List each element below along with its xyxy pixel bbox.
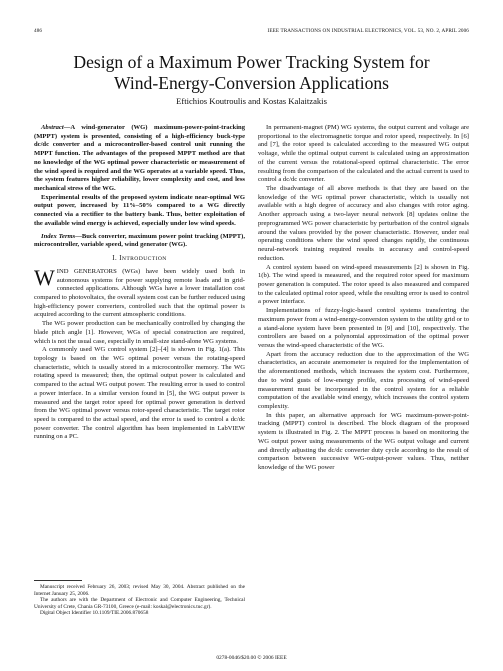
section-title-rest: NTRODUCTION [121, 256, 167, 263]
right-paragraph-3: A control system based on wind-speed measurements [2] is shown in Fig. 1(b). The wind speed is measured, and the required rotor speed for maximum power generation is computed. The rotor speed is also measured and compared to the calculated optimal rotor speed, while the resulting error is used to control a power interface. [258, 263, 469, 306]
page-number: 486 [34, 28, 43, 34]
copyright-line: 0278-0046/$20.00 © 2006 IEEE [216, 655, 287, 661]
right-paragraph-2: The disadvantage of all above methods is that they are based on the knowledge of the WG optimal power characteristic, which is usually not available with a high degree of accuracy and also changes with rotor aging. Another approach using a two-layer neural network [8] updates online the preprogrammed WG power characteristic by perturbation of the control signals around the values provided by the power characteristic. However, under real operating conditions where the wind speed changes rapidly, the continuous neural-network training required results in accuracy and control-speed reduction. [258, 185, 469, 262]
index-terms-text: —Buck converter, maximum power point tracking (MPPT), microcontroller, variable speed, wind generator (WG). [34, 232, 245, 249]
title-line-1: Design of a Maximum Power Tracking System for [73, 52, 430, 72]
footnote-doi: Digital Object Identifier 10.1109/TIE.2006.870658 [40, 610, 149, 617]
journal-name: IEEE TRANSACTIONS ON INDUSTRIAL ELECTRONICS, VOL. 53, NO. 2, APRIL 2006 [267, 28, 469, 34]
left-column [34, 124, 245, 442]
title-line-2: Wind-Energy-Conversion Applications [113, 73, 390, 93]
footnote [34, 580, 245, 617]
intro-paragraph-1 [34, 264, 245, 320]
paper-title [34, 52, 469, 94]
drop-cap: W [34, 264, 55, 290]
footnote-affiliation: The authors are with the Department of Electronic and Computer Engineering, Technical University of Crete, Chania GR-73100, Greece (e-mail: koskal@electronics.tuc.gr). [34, 597, 245, 610]
index-terms-paragraph [34, 233, 245, 250]
intro-paragraph-3: A commonly used WG control system [2]–[4] is shown in Fig. 1(a). This topology is based on the WG optimal power versus the rotating-speed characteristic, which is usually stored in a microcontroller memory. The WG rotating speed is measured; then, the optimal output power is calculated and compared to the actual WG output power. The resulting error is used to control a power interface. In a similar version found in [5], the WG output power is measured and the target rotor speed for optimal power generation is derived from the WG optimal power versus rotor-speed characteristic. The target rotor speed is compared to the actual speed, and the error is used to control a dc/dc power converter. The control algorithm has been implemented in LabVIEW running on a PC. [34, 346, 245, 441]
abstract-text: —A wind-generator (WG) maximum-power-point-tracking (MPPT) system is presented, consisting of a high-efficiency buck-type dc/dc converter and a microcontroller-based control unit running the MPPT function. The advantages of the proposed MPPT method are that no knowledge of the WG optimal power characteristic or measurement of the wind speed is required and the WG operates at a variable speed. Thus, the system features higher reliability, lower complexity and cost, and less mechanical stress of the WG. [34, 124, 245, 193]
abstract-paragraph-2: Experimental results of the proposed system indicate near-optimal WG output power, increased by 11%–50% compared to a WG directly connected via a rectifier to the battery bank. Thus, better exploitation of the available wind energy is achieved, especially under low wind speeds. [34, 193, 245, 227]
footnote-manuscript: Manuscript received February 26, 2003; revised May 30, 2004. Abstract published on the Internet January 25, 2006. [34, 584, 245, 597]
abstract [34, 124, 245, 229]
section-heading-introduction [34, 255, 245, 264]
index-terms-lead: Index Terms [41, 232, 76, 240]
footnote-rule [34, 580, 82, 581]
right-paragraph-4: Implementations of fuzzy-logic-based control systems transferring the maximum power from a wind-energy-conversion system to the utility grid or to a stand-alone system have been presented in [9] and [10], respectively. The controllers are based on a polynomial approximation of the optimal power versus the wind-speed characteristic of the WG. [258, 307, 469, 349]
running-header [34, 28, 469, 38]
section-number: I. [112, 255, 118, 263]
index-terms [34, 233, 245, 250]
abstract-lead: Abstract [41, 124, 64, 131]
right-column [258, 124, 469, 473]
author-list: Eftichios Koutroulis and Kostas Kalaitzakis [176, 96, 327, 106]
right-paragraph-1: In permanent-magnet (PM) WG systems, the output current and voltage are proportional to the electromagnetic torque and rotor speed, respectively. In [6] and [7], the rotor speed is calculated according to the measured WG output voltage, while the optimal output current is calculated using an approximation of the current versus the rotational-speed optimal characteristic. The error resulting from the comparison of the calculated and the actual current is used to control a dc/dc converter. [258, 124, 469, 184]
right-paragraph-6: In this paper, an alternative approach for WG maximum-power-point-tracking (MPPT) control is described. The block diagram of the proposed system is illustrated in Fig. 2. The MPPT process is based on monitoring the WG output power using measurements of the WG output voltage and current and directly adjusting the dc/dc converter duty cycle according to the result of comparison between successive WG-output-power values. Thus, neither knowledge of the WG power [258, 411, 469, 472]
intro-paragraph-2: The WG power production can be mechanically controlled by changing the blade pitch angle [1]. However, WGs of special construction are required, which is not the usual case, especially in small-size stand-alone WG systems. [34, 320, 245, 345]
abstract-paragraph-1 [34, 124, 245, 194]
intro-paragraph-1-text: IND GENERATORS (WGs) have been widely used both in autonomous systems for power supplying remote loads and in grid-connected applications. Although WGs have a lower installation cost compared to photovoltaics, the overall system cost can be further reduced using high-efficiency power converters, controlled such that the optimal power is acquired according to the current atmospheric conditions. [34, 267, 245, 319]
section-title-initial: I [119, 255, 122, 263]
right-paragraph-5: Apart from the accuracy reduction due to the approximation of the WG characteristics, an accurate anemometer is required for the implementation of the aforementioned methods, which increases the system cost. Furthermore, due to wind gusts of low-energy profile, extra processing of wind-speed measurement must be incorporated in the control system for a reliable computation of the available wind energy, which increases the control system complexity. [258, 350, 469, 410]
